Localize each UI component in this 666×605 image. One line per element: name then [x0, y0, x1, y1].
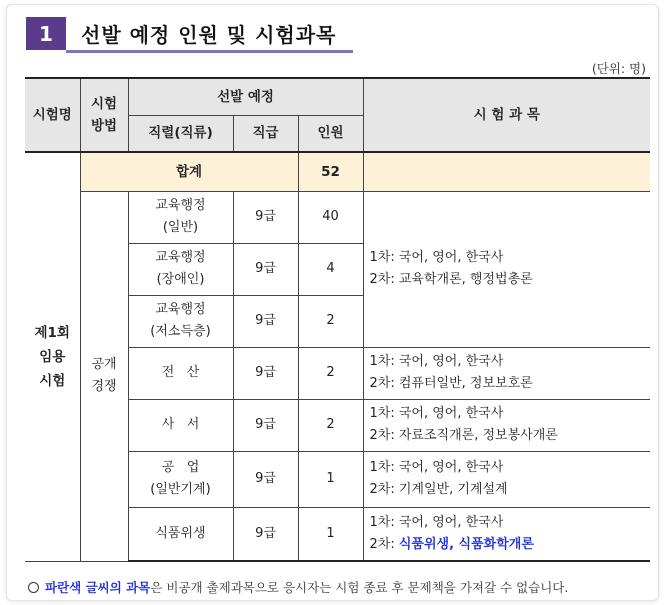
- row-count: 4: [298, 243, 363, 295]
- row-series: 식품위생: [128, 507, 233, 561]
- subjects-librarian: [363, 399, 650, 451]
- subjects-line2-prefix: 2차:: [369, 536, 399, 552]
- subjects-line2: 2차: 컴퓨터일반, 정보보호론: [369, 376, 533, 391]
- summary-row: [25, 152, 650, 191]
- row-grade: 9급: [233, 295, 298, 347]
- row-series: 교육행정 (저소득층): [128, 295, 233, 347]
- summary-count: 52: [298, 152, 363, 191]
- header-planned: 선발 예정: [128, 78, 363, 115]
- exam-method-cell: 공개 경쟁: [80, 191, 128, 561]
- row-count: 2: [298, 399, 363, 451]
- row-series: 교육행정 (장애인): [128, 243, 233, 295]
- subjects-line1: 1차: 국어, 영어, 한국사: [369, 354, 504, 369]
- row-series: 공 업 (일반기계): [128, 451, 233, 507]
- row-count: 40: [298, 191, 363, 243]
- footnote: [28, 578, 568, 596]
- subjects-line2: 2차: 기계일반, 기계설계: [369, 482, 508, 497]
- row-count: 1: [298, 451, 363, 507]
- closed-subjects-highlight: 식품위생, 식품화학개론: [398, 536, 534, 552]
- header-grade: 직급: [233, 115, 298, 152]
- row-grade: 9급: [233, 243, 298, 295]
- header-subjects: 시 험 과 목: [363, 78, 650, 152]
- row-count: 2: [298, 347, 363, 399]
- header-exam-name: 시험명: [25, 78, 80, 152]
- subjects-line2: 2차: 자료조직개론, 정보봉사개론: [369, 428, 558, 443]
- row-series: 교육행정 (일반): [128, 191, 233, 243]
- row-grade: 9급: [233, 451, 298, 507]
- exam-name-cell: 제1회 임용 시험: [25, 152, 80, 561]
- heading-underline: [66, 50, 353, 53]
- subjects-food: [363, 507, 650, 561]
- table-row: [25, 191, 650, 243]
- circle-bullet-icon: [28, 582, 39, 593]
- subjects-line1: 1차: 국어, 영어, 한국사: [369, 514, 504, 530]
- subjects-line1: 1차: 국어, 영어, 한국사: [369, 250, 504, 265]
- row-grade: 9급: [233, 399, 298, 451]
- row-grade: 9급: [233, 507, 298, 561]
- subjects-line1: 1차: 국어, 영어, 한국사: [369, 460, 504, 475]
- section-number: 1: [26, 17, 66, 50]
- unit-label: (단위: 명): [591, 61, 646, 76]
- row-count: 2: [298, 295, 363, 347]
- selection-table: [25, 77, 650, 562]
- subjects-line1: 1차: 국어, 영어, 한국사: [369, 406, 504, 421]
- header-exam-method: 시험 방법: [80, 78, 128, 152]
- row-count: 1: [298, 507, 363, 561]
- summary-empty: [363, 152, 650, 191]
- row-series: 사 서: [128, 399, 233, 451]
- header-series: 직렬(직류): [128, 115, 233, 152]
- subjects-admin: [363, 191, 650, 347]
- row-series: 전 산: [128, 347, 233, 399]
- subjects-line2: 2차: 교육학개론, 행정법총론: [369, 272, 533, 287]
- row-grade: 9급: [233, 347, 298, 399]
- subjects-line2: [370, 534, 646, 556]
- row-grade: 9급: [233, 191, 298, 243]
- subjects-industry: [363, 451, 650, 507]
- footnote-text: 은 비공개 출제과목으로 응시자는 시험 종료 후 문제책을 가져갈 수 없습니다.: [150, 580, 569, 595]
- section-title: 선발 예정 인원 및 시험과목: [81, 23, 337, 47]
- footnote-highlight: 파란색 글씨의 과목: [45, 580, 151, 595]
- document-frame: [6, 4, 659, 601]
- header-count: 인원: [298, 115, 363, 152]
- summary-label: 합계: [80, 152, 298, 191]
- subjects-computer: [363, 347, 650, 399]
